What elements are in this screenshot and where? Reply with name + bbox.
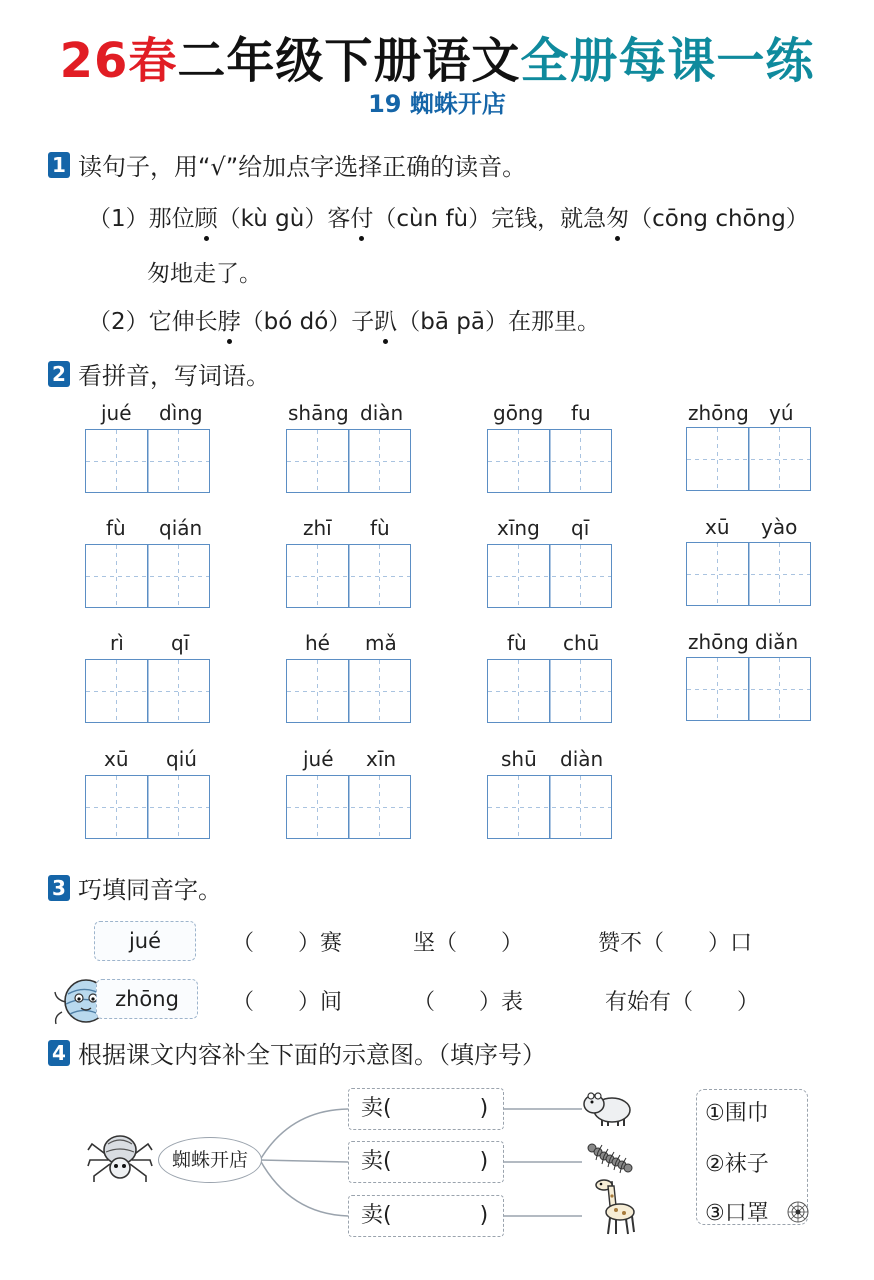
spider-icon [86, 1126, 156, 1188]
writing-grid[interactable] [686, 427, 811, 491]
q2-instruction: 看拼音，写词语。 [78, 362, 270, 390]
q4-header [48, 1035, 546, 1070]
pinyin: fù [106, 516, 126, 540]
writing-grid[interactable] [85, 659, 210, 723]
pinyin: shū [501, 747, 537, 771]
option-2: ②袜子 [705, 1152, 769, 1177]
q4-number: 4 [48, 1040, 70, 1066]
pinyin: xū [104, 747, 129, 771]
fill-blank[interactable]: 有始有（ ） [605, 990, 760, 1015]
dotted-char: 趴 [374, 309, 398, 335]
pinyin: fù [507, 631, 527, 655]
writing-grid[interactable] [85, 429, 210, 493]
pinyin: fu [571, 401, 591, 425]
writing-grid[interactable] [286, 544, 411, 608]
pinyin: xīn [366, 747, 397, 771]
sell-box[interactable]: 卖( ) [348, 1195, 504, 1237]
writing-grid[interactable] [286, 775, 411, 839]
q3-header [48, 870, 222, 905]
pinyin: jué [101, 401, 132, 425]
pinyin: diàn [560, 747, 604, 771]
q2-header [48, 356, 270, 391]
pinyin: shāng [288, 401, 349, 425]
dotted-char: 匆 [606, 206, 630, 232]
pinyin: qī [571, 516, 590, 540]
pinyin: yú [769, 401, 794, 425]
text-segment: （cōng chōng） [629, 206, 809, 232]
dotted-char: 脖 [217, 309, 241, 335]
writing-grid[interactable] [286, 429, 411, 493]
pinyin: yào [761, 515, 798, 539]
pinyin: mǎ [365, 631, 397, 655]
text-segment: （bā pā）在那里。 [397, 309, 600, 335]
q2-number: 2 [48, 361, 70, 387]
pinyin: qī [171, 631, 190, 655]
pinyin: zhī [303, 516, 332, 540]
q4-instruction: 根据课文内容补全下面的示意图。（填序号） [78, 1041, 546, 1069]
q1-sentence-1-line2: 匆地走了。 [147, 261, 262, 287]
q1-number: 1 [48, 152, 70, 178]
pinyin: fù [370, 516, 390, 540]
pinyin: diǎn [755, 630, 799, 654]
pinyin: diàn [360, 401, 404, 425]
title-black: 二年级下册语文 [177, 33, 521, 89]
pinyin: chū [563, 631, 600, 655]
center-node: 蜘蛛开店 [158, 1137, 262, 1183]
text-segment: （cùn fù）完钱，就急 [373, 206, 607, 232]
text-segment: （kù gù）客 [217, 206, 351, 232]
pinyin-box-zhong: zhōng [96, 979, 198, 1019]
writing-grid[interactable] [487, 775, 612, 839]
pinyin: zhōng [688, 630, 749, 654]
writing-grid[interactable] [85, 775, 210, 839]
dotted-char: 付 [350, 206, 374, 232]
pinyin: jué [303, 747, 334, 771]
writing-grid[interactable] [487, 659, 612, 723]
spider-web-icon [786, 1200, 810, 1224]
writing-grid[interactable] [686, 657, 811, 721]
q3-number: 3 [48, 875, 70, 901]
fill-blank[interactable]: （ ）赛 [232, 931, 343, 956]
pinyin: rì [110, 631, 124, 655]
writing-grid[interactable] [487, 544, 612, 608]
lesson-subtitle: 19 蜘蛛开店 [368, 90, 506, 118]
q1-instruction: 读句子，用“√”给加点字选择正确的读音。 [78, 153, 527, 181]
title-blue: 全册每课一练 [520, 33, 815, 89]
writing-grid[interactable] [85, 544, 210, 608]
text-segment: （1）那位 [88, 206, 195, 232]
q3-instruction: 巧填同音字。 [78, 876, 222, 904]
hippo-icon [582, 1088, 632, 1128]
sell-box[interactable]: 卖( ) [348, 1141, 504, 1183]
pinyin: gōng [493, 401, 544, 425]
pinyin: xū [705, 515, 730, 539]
writing-grid[interactable] [286, 659, 411, 723]
pinyin: qiú [166, 747, 197, 771]
q1-sentence-2 [88, 303, 600, 336]
text-segment: （bó dó）子 [240, 309, 375, 335]
q1-sentence-1 [88, 200, 809, 233]
option-1: ①围巾 [705, 1101, 769, 1126]
fill-blank[interactable]: 赞不（ ）口 [598, 931, 753, 956]
q1-header [48, 147, 526, 182]
pinyin: xīng [497, 516, 540, 540]
fill-blank[interactable]: （ ）间 [232, 990, 343, 1015]
fill-blank[interactable]: （ ）表 [413, 990, 524, 1015]
centipede-icon [586, 1140, 634, 1176]
writing-grid[interactable] [686, 542, 811, 606]
pinyin: dìng [159, 401, 203, 425]
pinyin: zhōng [688, 401, 749, 425]
sell-box[interactable]: 卖( ) [348, 1088, 504, 1130]
fill-blank[interactable]: 坚（ ） [413, 931, 524, 956]
dotted-char: 顾 [194, 206, 218, 232]
option-3: ③口罩 [705, 1201, 769, 1226]
text-segment: （2）它伸长 [88, 309, 218, 335]
pinyin: qián [159, 516, 203, 540]
title-red: 26春 [59, 33, 178, 89]
page-title [0, 22, 874, 91]
pinyin-box-jue: jué [94, 921, 196, 961]
giraffe-icon [592, 1176, 640, 1238]
pinyin: hé [305, 631, 330, 655]
writing-grid[interactable] [487, 429, 612, 493]
